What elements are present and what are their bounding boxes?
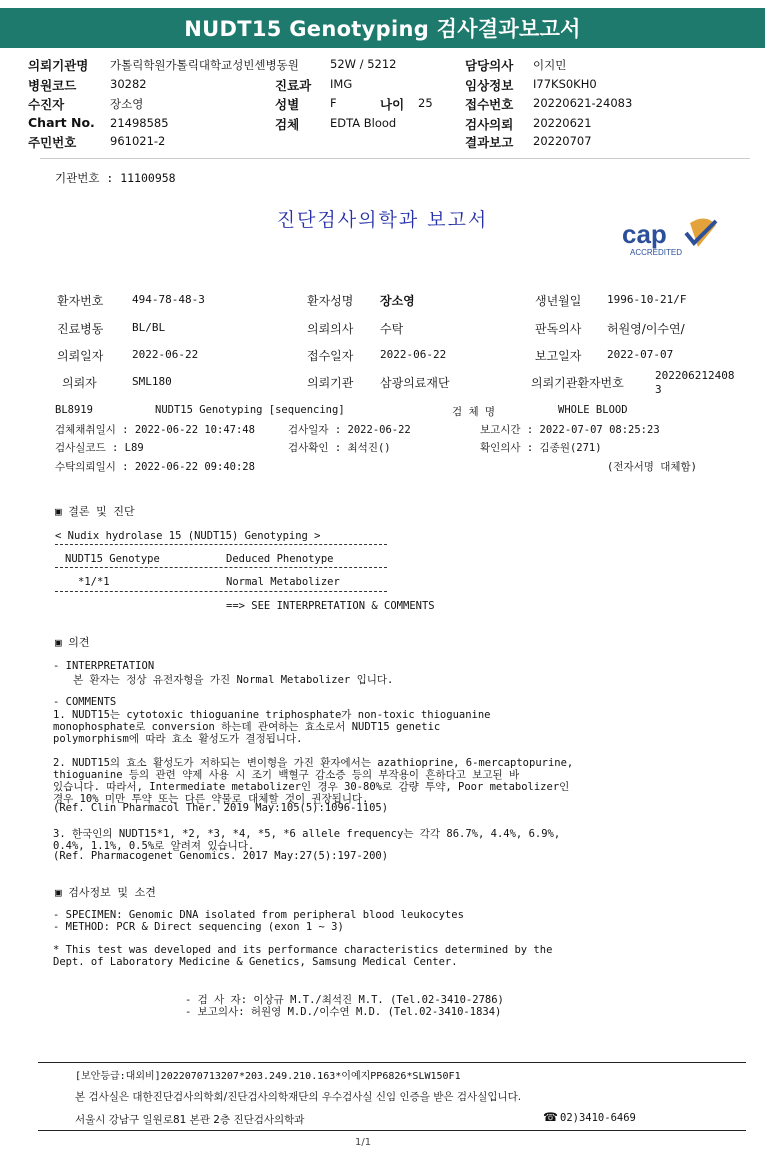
- hdr-label: 검체: [275, 117, 300, 132]
- note-line: * This test was developed and its performance characteristics determined by the: [53, 944, 553, 956]
- hdr-value: 961021-2: [110, 134, 166, 148]
- hdr-label: 주민번호: [28, 135, 77, 150]
- comment-line: thioguanine 등의 관련 약제 사용 시 조기 백혈구 감소증 등의 부작용이 흔하다고 보고된 바: [53, 769, 520, 781]
- comment-line: 있습니다. 따라서, Intermediate metabolizer인 경우 30-80%로 감량 투약, Poor metabolizer인: [53, 781, 570, 793]
- pi-value: 2022-07-07: [607, 348, 674, 361]
- hdr-value: F: [330, 96, 337, 110]
- lab-code: 검사실코드 : L89: [55, 442, 144, 454]
- pi-label: 환자번호: [57, 294, 104, 308]
- pi-value: 1996-10-21/F: [607, 293, 687, 306]
- hdr-value: IMG: [330, 77, 353, 91]
- info-line: - METHOD: PCR & Direct sequencing (exon 1 ~ 3): [53, 921, 344, 933]
- cap-logo-sub: ACCREDITED: [630, 248, 683, 257]
- col-header: NUDT15 Genotype: [65, 553, 160, 565]
- dashed-rule: [55, 544, 387, 545]
- pi-label: 의뢰기관환자번호: [531, 376, 624, 390]
- hdr-value: EDTA Blood: [330, 116, 397, 130]
- org-number: 기관번호 : 11100958: [55, 171, 176, 185]
- test-date: 검사일자 : 2022-06-22: [288, 424, 411, 436]
- pi-label: 접수일자: [307, 349, 354, 363]
- specimen-value: WHOLE BLOOD: [558, 404, 628, 416]
- pi-value: SML180: [132, 375, 172, 388]
- report-title-bar: [0, 8, 765, 48]
- security-line: [보안등급:대외비]2022070713207*203.249.210.163*이예지PP6826*SLW150F1: [75, 1071, 461, 1082]
- consign-time: 수탁의뢰일시 : 2022-06-22 09:40:28: [55, 461, 255, 473]
- hdr-value: 30282: [110, 77, 147, 91]
- pi-value: 2022-06-22: [132, 348, 199, 361]
- dashed-rule: [55, 567, 387, 568]
- signer-line: - 보고의사: 허원영 M.D./이수연 M.D. (Tel.02-3410-1834): [185, 1006, 502, 1018]
- hdr-value: 52W / 5212: [330, 57, 397, 71]
- comment-line: 3. 한국인의 NUDT15*1, *2, *3, *4, *5, *6 allele frequency는 각각 86.7%, 4.4%, 6.9%,: [53, 828, 561, 840]
- hdr-label: 담당의사: [465, 58, 514, 73]
- e-sign-note: (전자서명 대체함): [607, 461, 697, 473]
- col-header: Deduced Phenotype: [226, 553, 334, 565]
- confirm-doctor: 확인의사 : 김종원(271): [480, 442, 602, 454]
- pi-label: 의뢰일자: [57, 349, 104, 363]
- pi-value: 202206212408: [655, 369, 735, 382]
- comment-line: 경우 10% 미만 투약 또는 다른 약물로 대체할 것이 권장됩니다.: [53, 793, 369, 805]
- cap-logo-text: cap: [622, 219, 667, 249]
- hdr-label: 결과보고: [465, 135, 514, 150]
- hdr-label: Chart No.: [28, 115, 95, 130]
- hdr-label: 수진자: [28, 97, 65, 112]
- cert-line: 본 검사실은 대한진단검사의학회/진단검사의학재단의 우수검사실 신임 인증을 받은 검사실입니다.: [75, 1091, 522, 1103]
- hdr-label: 나이: [380, 97, 405, 112]
- hdr-value: I77KS0KH0: [533, 77, 597, 91]
- report-time: 보고시간 : 2022-07-07 08:25:23: [480, 424, 660, 436]
- hdr-value: 이지민: [533, 58, 567, 72]
- footer-rule: [38, 1062, 746, 1063]
- hdr-label: 검사의뢰: [465, 117, 514, 132]
- test-confirm: 검사확인 : 최석진(): [288, 442, 391, 454]
- footer-rule: [38, 1130, 746, 1131]
- report-title: NUDT15 Genotyping 검사결과보고서: [184, 17, 581, 41]
- pi-value: 삼광의료재단: [380, 376, 450, 390]
- hdr-label: 접수번호: [465, 97, 514, 112]
- signer-line: - 검 사 자: 이상규 M.T./최석진 M.T. (Tel.02-3410-2786): [185, 994, 504, 1006]
- cap-accredited-logo: [620, 215, 720, 260]
- interp-text: 본 환자는 정상 유전자형을 가진 Normal Metabolizer 입니다.: [73, 674, 394, 686]
- pi-label: 보고일자: [535, 349, 582, 363]
- section-title: ▣ 의견: [55, 636, 90, 649]
- pi-value: 494-78-48-3: [132, 293, 205, 306]
- genotype-value: *1/*1: [78, 576, 110, 588]
- pi-value: 수탁: [380, 322, 404, 336]
- comment-line: 1. NUDT15는 cytotoxic thioguanine triphosphate가 non-toxic thioguanine: [53, 709, 491, 721]
- hdr-value: 25: [418, 96, 433, 110]
- comment-line: 2. NUDT15의 효소 활성도가 저하되는 변이형을 가진 환자에서는 azathioprine, 6-mercaptopurine,: [53, 757, 574, 769]
- pi-value: 허원영/이수연/: [607, 322, 685, 336]
- comment-line: (Ref. Clin Pharmacol Ther. 2019 May:105(5):1096-1105): [53, 802, 389, 814]
- address-line: 서울시 강남구 일원로81 본관 2층 진단검사의학과: [75, 1114, 305, 1126]
- hdr-value: 21498585: [110, 116, 169, 130]
- interp-head: - INTERPRETATION: [53, 660, 155, 672]
- report-subtitle: 진단검사의학과 보고서: [276, 209, 489, 231]
- divider: [40, 158, 750, 159]
- comment-line: polymorphism에 따라 효소 활성도가 결정됩니다.: [53, 733, 303, 745]
- conclusion-subtitle: < Nudix hydrolase 15 (NUDT15) Genotyping >: [55, 530, 321, 542]
- phone-number: 02)3410-6469: [560, 1112, 636, 1124]
- hdr-value: 가톨릭학원가톨릭대학교성빈센병동원: [110, 58, 299, 72]
- pi-label: 환자성명: [307, 294, 354, 308]
- hdr-value: 20220707: [533, 134, 592, 148]
- pi-label: 의뢰자: [62, 376, 97, 390]
- pi-label: 판독의사: [535, 322, 582, 336]
- section-title: ▣ 검사정보 및 소견: [55, 886, 156, 899]
- phenotype-value: Normal Metabolizer: [226, 576, 340, 588]
- pi-value-extra: 3: [655, 383, 662, 396]
- pi-value: 2022-06-22: [380, 348, 447, 361]
- specimen-label: 검 체 명: [452, 406, 496, 418]
- comment-line: monophosphate로 conversion 하는데 관여하는 효소로서 NUDT15 genetic: [53, 721, 441, 733]
- hdr-label: 진료과: [275, 78, 312, 93]
- pi-label: 진료병동: [57, 322, 104, 336]
- comment-line: (Ref. Pharmacogenet Genomics. 2017 May:27(5):197-200): [53, 850, 389, 862]
- pi-value: BL/BL: [132, 321, 166, 334]
- pi-label: 의뢰의사: [307, 322, 354, 336]
- note-line: Dept. of Laboratory Medicine & Genetics, Samsung Medical Center.: [53, 956, 458, 968]
- page-number: 1/1: [355, 1137, 372, 1148]
- see-note: ==> SEE INTERPRETATION & COMMENTS: [226, 600, 435, 612]
- comment-line: 0.4%, 1.1%, 0.5%로 알려져 있습니다.: [53, 840, 255, 852]
- dashed-rule: [55, 591, 387, 592]
- hdr-value: 20220621: [533, 116, 592, 130]
- section-title: ▣ 결론 및 진단: [55, 505, 135, 518]
- comments-head: - COMMENTS: [53, 696, 117, 708]
- pi-label: 의뢰기관: [307, 376, 354, 390]
- hdr-label: 병원코드: [28, 78, 77, 93]
- phone-icon: ☎: [543, 1110, 558, 1124]
- hdr-value: 20220621-24083: [533, 96, 633, 110]
- info-line: - SPECIMEN: Genomic DNA isolated from peripheral blood leukocytes: [53, 909, 464, 921]
- hdr-label: 의뢰기관명: [28, 58, 89, 73]
- collect-time: 검체채취일시 : 2022-06-22 10:47:48: [55, 424, 255, 436]
- test-name: NUDT15 Genotyping [sequencing]: [155, 404, 345, 416]
- pi-value: 장소영: [380, 294, 415, 308]
- hdr-label: 성별: [275, 97, 300, 112]
- hdr-value: 장소영: [110, 97, 144, 111]
- hdr-label: 임상정보: [465, 78, 514, 93]
- pi-label: 생년월일: [535, 294, 582, 308]
- test-code: BL8919: [55, 404, 93, 416]
- header-info: [0, 54, 765, 154]
